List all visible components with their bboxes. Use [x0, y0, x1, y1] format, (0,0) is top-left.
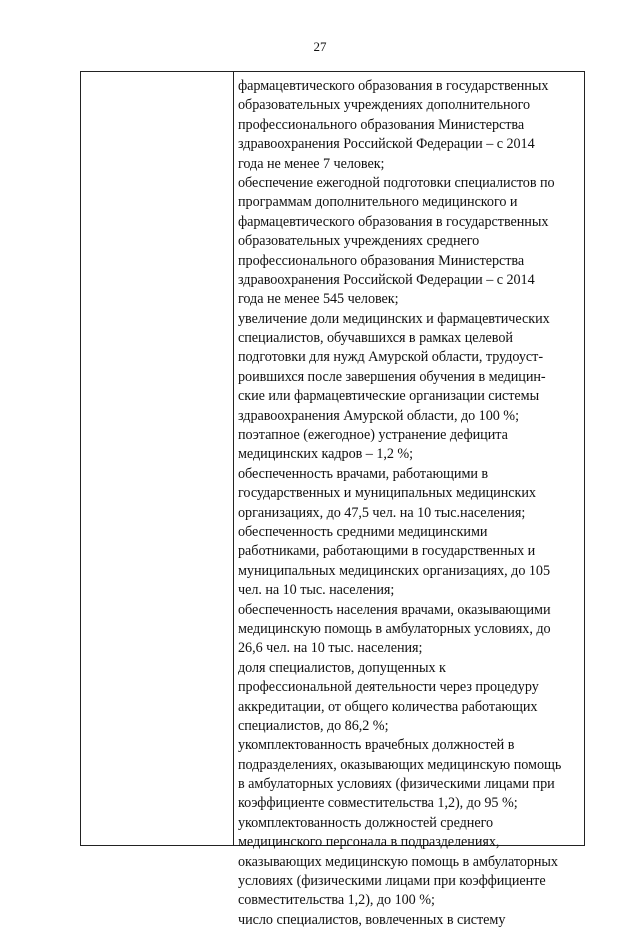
text-line: укомплектованность врачебных должностей в [238, 737, 515, 754]
text-line: профессиональной деятельности через процедуру [238, 679, 539, 696]
text-line: число специалистов, вовлеченных в систему [238, 911, 506, 928]
text-line: образовательных учреждениях дополнительного [238, 97, 531, 114]
text-line: обеспечение ежегодной подготовки специалистов по [238, 174, 555, 191]
table-right-cell [238, 77, 582, 930]
text-line: подразделениях, оказывающих медицинскую помощь [238, 756, 562, 773]
text-line: обеспеченность средними медицинскими [238, 523, 488, 540]
text-line: муниципальных медицинских организациях, до 105 [238, 562, 551, 579]
text-line: условиях (физическими лицами при коэффициенте [238, 873, 546, 890]
text-line: оказывающих медицинскую помощь в амбулаторных [238, 853, 558, 870]
text-line: в амбулаторных условиях (физическими лицами при [238, 776, 555, 793]
table-left-cell [81, 72, 233, 845]
text-line: обеспеченность населения врачами, оказывающими [238, 601, 551, 618]
text-line: чел. на 10 тыс. населения; [238, 582, 395, 599]
text-line: укомплектованность должностей среднего [238, 814, 494, 831]
text-line: профессионального образования Министерства [238, 116, 525, 133]
document-table [80, 71, 585, 928]
text-line: фармацевтического образования в государственных [238, 78, 549, 94]
text-line: образовательных учреждениях среднего [238, 233, 480, 250]
text-line: 26,6 чел. на 10 тыс. населения; [238, 640, 423, 657]
text-line: совместительства 1,2), до 100 %; [238, 892, 435, 909]
column-divider [233, 72, 234, 845]
text-line: специалистов, до 86,2 %; [238, 717, 389, 734]
text-line: обеспеченность врачами, работающими в [238, 465, 489, 482]
text-line: ские или фармацевтические организации системы [238, 388, 540, 405]
text-line: фармацевтического образования в государственных [238, 213, 549, 230]
text-line: года не менее 7 человек; [238, 155, 385, 172]
text-line: увеличение доли медицинских и фармацевтических [238, 310, 550, 327]
text-line: программам дополнительного медицинского и [238, 194, 518, 211]
text-line: специалистов, обучавшихся в рамках целевой [238, 330, 513, 347]
text-line: здравоохранения Российской Федерации – с 2014 [238, 271, 535, 288]
text-line: организациях, до 47,5 чел. на 10 тыс.населения; [238, 504, 526, 521]
text-line: работниками, работающими в государственных и [238, 543, 536, 560]
text-line: коэффициенте совместительства 1,2), до 95 %; [238, 795, 518, 812]
text-line: медицинскую помощь в амбулаторных условиях, до [238, 620, 551, 637]
text-line: профессионального образования Министерства [238, 252, 525, 269]
text-line: здравоохранения Российской Федерации – с 2014 [238, 136, 535, 153]
text-line: государственных и муниципальных медицинских [238, 485, 536, 502]
text-line: здравоохранения Амурской области, до 100 %; [238, 407, 519, 424]
text-line: доля специалистов, допущенных к [238, 659, 446, 676]
text-line: поэтапное (ежегодное) устранение дефицита [238, 427, 508, 444]
text-line: роившихся после завершения обучения в медицин- [238, 368, 546, 385]
page-number: 27 [313, 39, 327, 54]
text-line: года не менее 545 человек; [238, 291, 399, 308]
text-line: подготовки для нужд Амурской области, трудоуст- [238, 349, 543, 366]
text-line: медицинских кадров – 1,2 %; [238, 446, 414, 463]
text-line: аккредитации, от общего количества работающих [238, 698, 538, 715]
text-line: медицинского персонала в подразделениях, [238, 834, 500, 851]
